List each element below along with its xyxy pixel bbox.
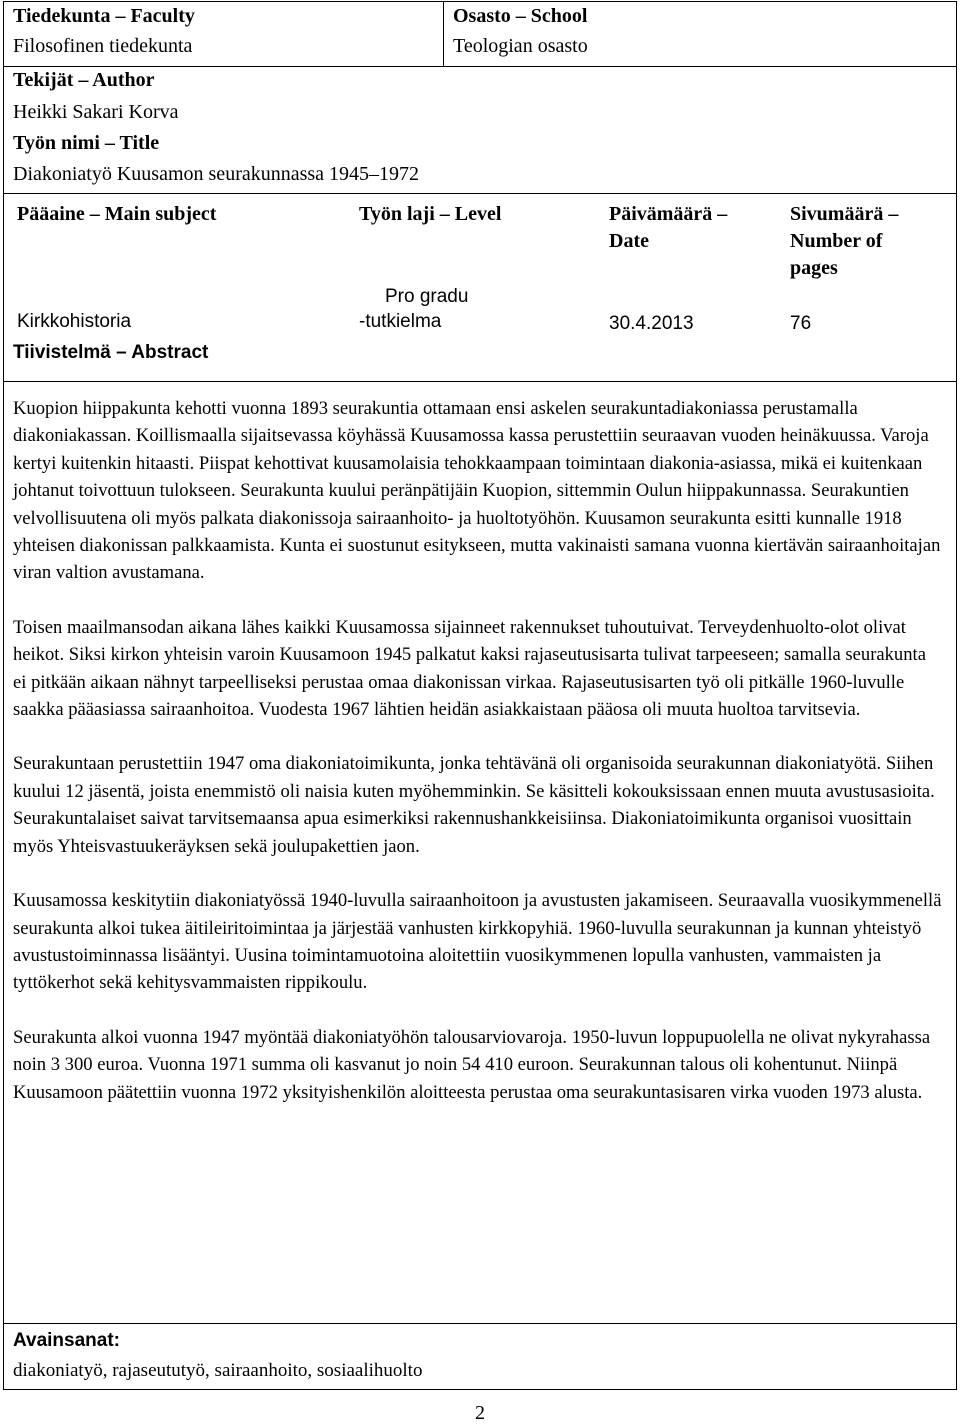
subject-label: Pääaine – Main subject — [17, 203, 217, 225]
abstract-paragraph-4: Kuusamossa keskitytiin diakoniatyössä 1940-luvulla sairaanhoitoon ja avustusten jakamiseen. Seuraavalla vuosikymmenellä seurakunta alkoi tukea äitileiritoimintaa ja järjestää vanhusten kirkkopyhiä. 1960-luvulla seurakunnan ja kunnan yhteistyö avustustoiminnassa lisääntyi. Uusina toimintamuotoina aloitettiin vuosikymmenen lopulla vanhusten, vammaisten ja tyttökerhot sekä kehitysvammaisten rippikoulu. — [13, 890, 942, 994]
abstract-body — [13, 395, 943, 1133]
department-label: Osasto – School — [453, 5, 588, 27]
level-value-line1: Pro gradu — [385, 286, 469, 307]
header-column-divider — [443, 1, 444, 66]
title-value: Diakoniatyö Kuusamon seurakunnassa 1945–1972 — [13, 163, 420, 185]
frame-left-border — [3, 1, 4, 1389]
faculty-label: Tiedekunta – Faculty — [13, 5, 195, 27]
abstract-label: Tiivistelmä – Abstract — [13, 342, 209, 363]
abstract-paragraph-1: Kuopion hiippakunta kehotti vuonna 1893 seurakuntia ottamaan ensi askelen seurakuntadiakoniassa perustamalla diakoniakassan. Koillismaalla sijaitsevassa köyhässä Kuusamossa kassa perustettiin seuraavan vuoden heinäkuussa. Varoja kertyi kuitenkin hitaasti. Piispat kehottivat kuusamolaisia tehokkaampaan toimintaan diakonia-asiassa, mikä ei kuitenkaan johtanut toivottuun tulokseen. Seurakunta kuului peränpätijäin Kuopion, sittemmin Oulun hiippakunnassa. Seurakuntien velvollisuutena oli myös palkata diakonissoja sairaanhoito- ja huoltotyöhön. Kuusamon seurakunta esitti kunnalle 1918 yhteisen diakonissan palkkaamista. Kunta ei suostunut esitykseen, mutta vakinaisti samana vuonna kiertävän sairaanhoitajan viran valtion avustamana. — [13, 398, 941, 584]
date-value: 30.4.2013 — [609, 313, 694, 334]
faculty-value: Filosofinen tiedekunta — [13, 35, 193, 57]
keywords-value: diakoniatyö, rajaseututyö, sairaanhoito, sosiaalihuolto — [13, 1360, 423, 1381]
pages-value: 76 — [790, 313, 812, 334]
header-row-divider — [3, 66, 957, 67]
page-number: 2 — [475, 1402, 485, 1424]
author-value: Heikki Sakari Korva — [13, 101, 179, 123]
level-value-line2: -tutkielma — [359, 311, 442, 332]
meta-bottom-divider — [3, 381, 957, 382]
frame-right-border — [956, 1, 957, 1389]
pages-label-line3: pages — [790, 257, 838, 279]
pages-label-line2: Number of — [790, 230, 883, 252]
date-label-line1: Päivämäärä – — [609, 203, 728, 225]
title-label: Työn nimi – Title — [13, 132, 160, 154]
author-label: Tekijät – Author — [13, 69, 155, 91]
abstract-paragraph-5: Seurakunta alkoi vuonna 1947 myöntää diakoniatyöhön talousarviovaroja. 1950-luvun loppupuolella ne olivat nykyrahassa noin 3 300 euroa. Vuonna 1971 summa oli kasvanut jo noin 54 410 euroon. Seurakunnan talous oli kohentunut. Niinpä Kuusamoon päätettiin vuonna 1972 yksityishenkilön aloitteesta perustaa oma seurakuntasisaren virka vuoden 1973 alusta. — [13, 1026, 931, 1103]
subject-value: Kirkkohistoria — [17, 311, 132, 332]
meta-top-divider — [3, 193, 957, 194]
keywords-divider — [3, 1323, 957, 1324]
frame-top-border — [3, 1, 957, 2]
department-value: Teologian osasto — [453, 35, 588, 57]
date-label-line2: Date — [609, 230, 649, 252]
abstract-paragraph-2: Toisen maailmansodan aikana lähes kaikki Kuusamossa sijainneet rakennukset tuhoutuivat. Terveydenhuolto-olot olivat heikot. Siksi kirkon yhteisin varoin Kuusamoon 1945 palkatut kaksi rajaseutusisarta tulivat tarpeeseen; samalla seurakunta ei pitkään aikaan nähnyt tarpeelliseksi perustaa omaa diakonissan virkaa. Rajaseutusisarten työ oli pitkälle 1960-luvulle saakka pääasiassa sairaanhoitoa. Vuodesta 1967 lähtien heidän asiakkaistaan pääosa oli muuta huoltoa tarvitsevia. — [13, 616, 926, 721]
abstract-paragraph-3: Seurakuntaan perustettiin 1947 oma diakoniatoimikunta, jonka tehtävänä oli organisoida seurakunnan diakoniatyötä. Siihen kuului 12 jäsentä, joista enemmistö oli naisia kuten myöhemminkin. Se käsitteli kokouksissaan ennen muuta avustusasioita. Seurakuntalaiset saivat tarvitsemaansa apua esimerkiksi rakennushankkeisiinsa. Diakoniatoimikunta organisoi vuosittain myös Yhteisvastuukeräyksen sekä joulupakettien jaon. — [13, 753, 935, 857]
keywords-label: Avainsanat: — [13, 1330, 120, 1351]
level-label: Työn laji – Level — [359, 203, 502, 225]
pages-label-line1: Sivumäärä – — [790, 203, 899, 225]
frame-bottom-border — [3, 1389, 957, 1390]
